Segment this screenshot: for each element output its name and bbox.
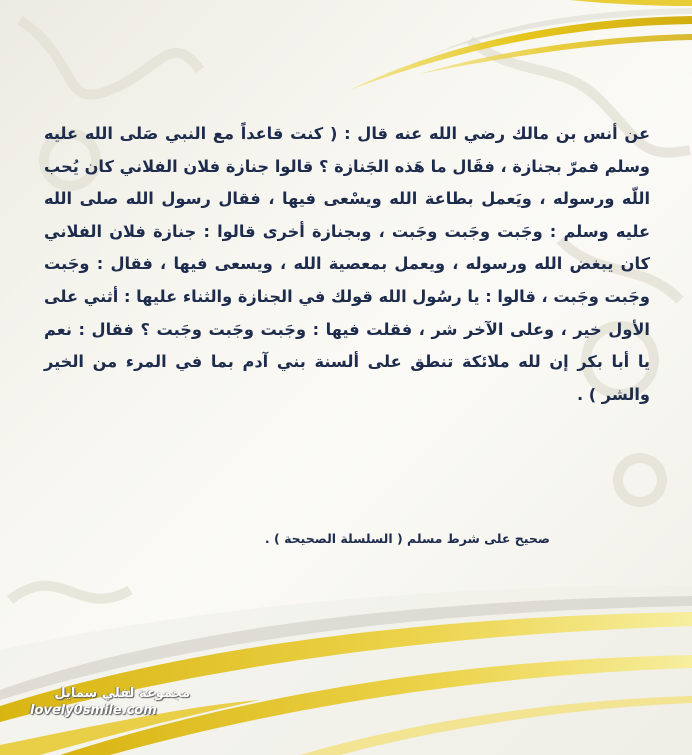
site-watermark xyxy=(0,686,210,722)
top-gold-ribbon xyxy=(0,0,692,90)
bottom-gold-ribbon xyxy=(0,585,692,755)
watermark-url: lovely0smile.com xyxy=(30,703,157,718)
hadith-text: عن أنس بن مالك رضي الله عنه قال : ( كنت قاعداً مع النبي صَلى الله عليه وسلم فمرّ بجنازة ، فقَال ما هَذه الجَنازة ؟ قالوا جنازة فلان الفلاني كان يُحب اللّه ورسوله ، ويَعمل بطاعة الله ويسْعى فيها ، فقال رسول الله صلى الله عليه وسلم : وجَبت وجَبت وجَبت ، وبجنازة أخرى قالوا : جنازة فلان الفلاني كان يبغض الله ورسوله ، ويعمل بمعصية الله ، ويسعى فيها ، فقال : وجَبت وجَبت وجَبت ، قالوا : يا رسُول الله قولك في الجنازة والثناء عليها : أثني على الأول خير ، وعلى الآخر شر ، فقلت فيها : وجَبت وجَبت وجَبت ؟ فقال : نعم يا أبا بكر إن لله ملائكة تنطق على ألسنة بني آدم بما في المرء من الخير والشر ) . xyxy=(44,124,650,404)
watermark-arabic: مجموعة لفلي سمايل xyxy=(54,686,190,701)
hadith-source: صحيح على شرط مسلم ( السلسلة الصحيحة ) . xyxy=(264,531,550,546)
